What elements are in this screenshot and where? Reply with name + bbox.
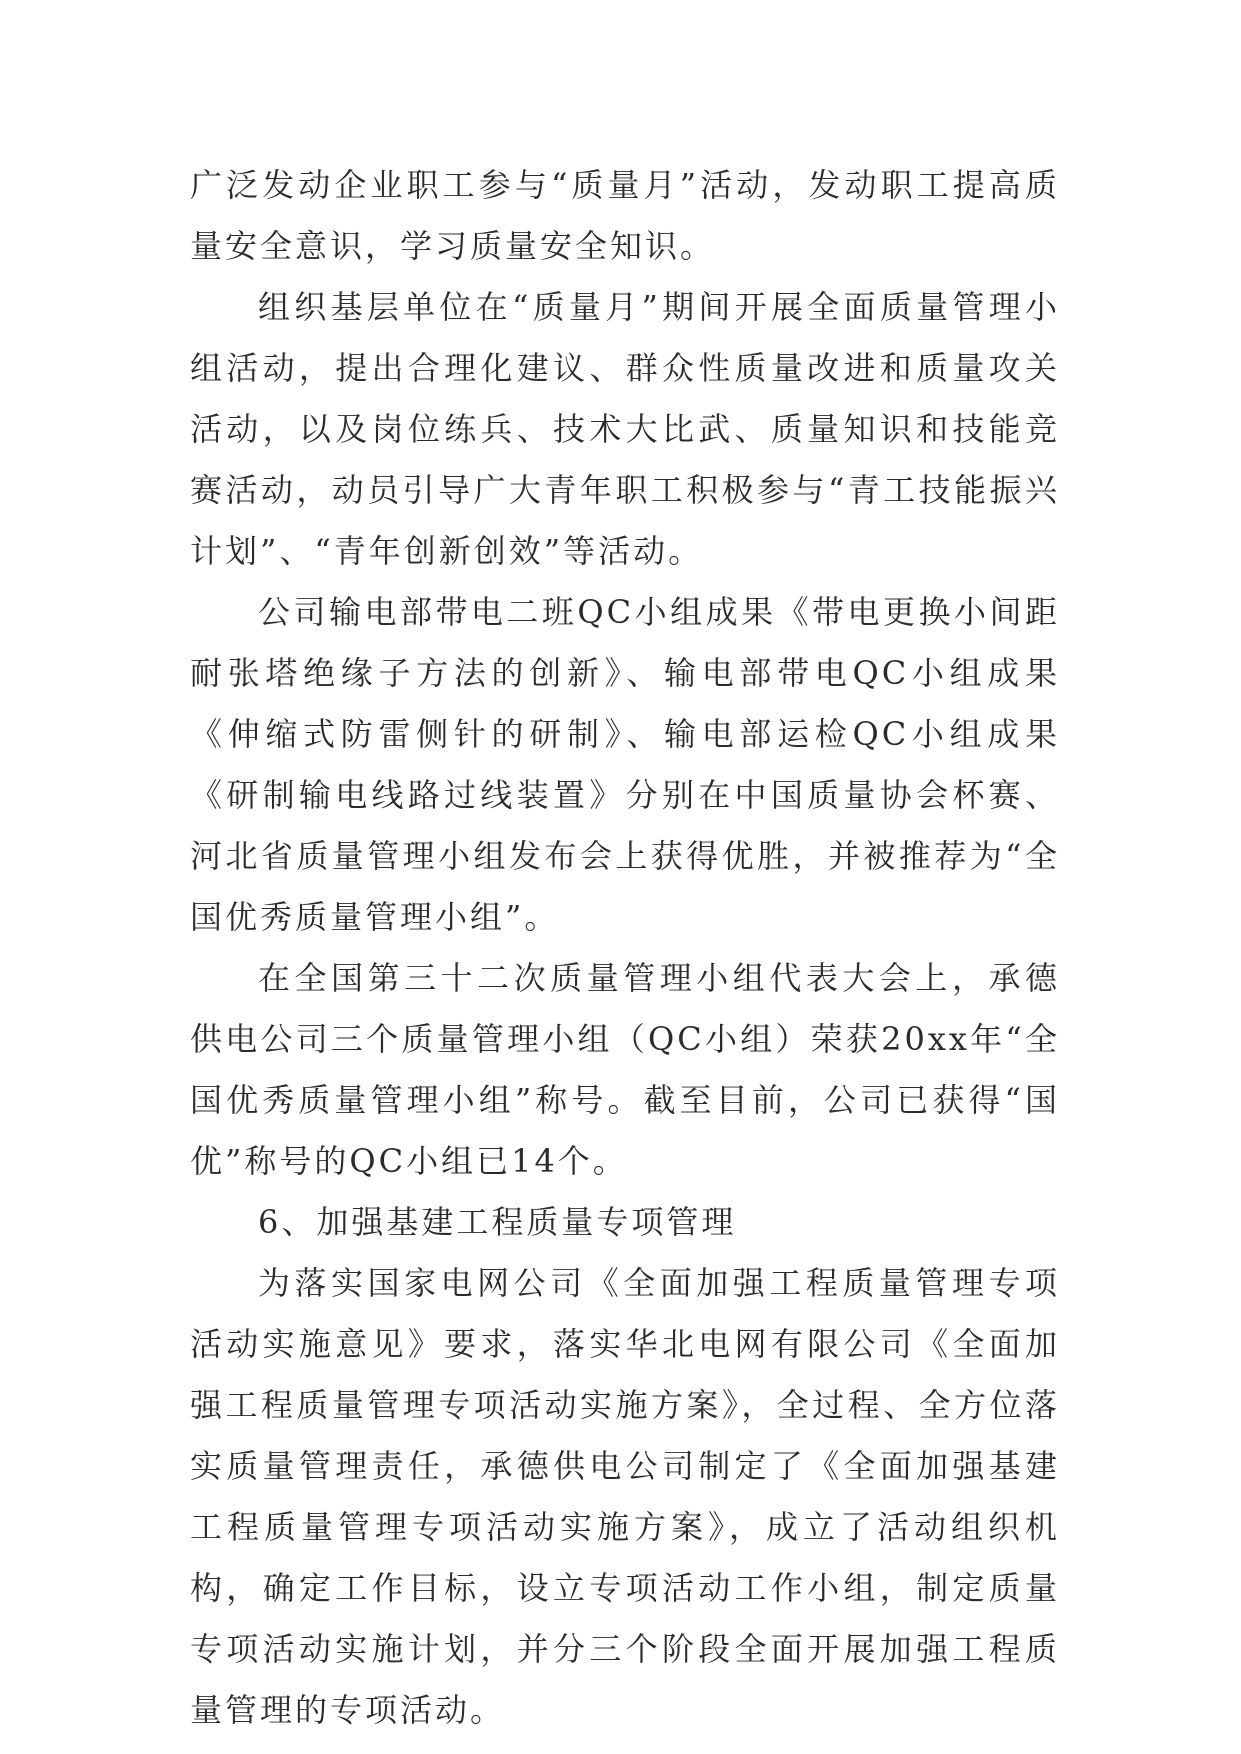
section-heading: 6、加强基建工程质量专项管理 bbox=[258, 1203, 737, 1241]
paragraph-qc-activities: 组织基层单位在“质量月”期间开展全面质量管理小组活动，提出合理化建议、群众性质量改进和质量攻关活动，以及岗位练兵、技术大比武、质量知识和技能竞赛活动，动员引导广大青年职工积极参与“青工技能振兴计划”、“青年创新创效”等活动。 bbox=[190, 288, 1060, 570]
paragraph-continuation: 广泛发动企业职工参与“质量月”活动，发动职工提高质量安全意识，学习质量安全知识。 bbox=[190, 166, 1060, 265]
paragraph-infrastructure-quality: 为落实国家电网公司《全面加强工程质量管理专项活动实施意见》要求，落实华北电网有限公司《全面加强工程质量管理专项活动实施方案》，全过程、全方位落实质量管理责任，承德供电公司制定了《全面加强基建工程质量管理专项活动实施方案》，成立了活动组织机构，确定工作目标，设立专项活动工作小组，制定质量专项活动实施计划，并分三个阶段全面开展加强工程质量管理的专项活动。 bbox=[190, 1264, 1060, 1729]
document-body bbox=[190, 155, 1060, 1741]
paragraph-qc-results: 公司输电部带电二班QC小组成果《带电更换小间距耐张塔绝缘子方法的创新》、输电部带电QC小组成果《伸缩式防雷侧针的研制》、输电部运检QC小组成果《研制输电线路过线装置》分别在中国质量协会杯赛、河北省质量管理小组发布会上获得优胜，并被推荐为“全国优秀质量管理小组”。 bbox=[190, 593, 1060, 936]
paragraph-national-award: 在全国第三十二次质量管理小组代表大会上，承德供电公司三个质量管理小组（QC小组）荣获20xx年“全国优秀质量管理小组”称号。截至目前，公司已获得“国优”称号的QC小组已14个。 bbox=[190, 959, 1060, 1180]
